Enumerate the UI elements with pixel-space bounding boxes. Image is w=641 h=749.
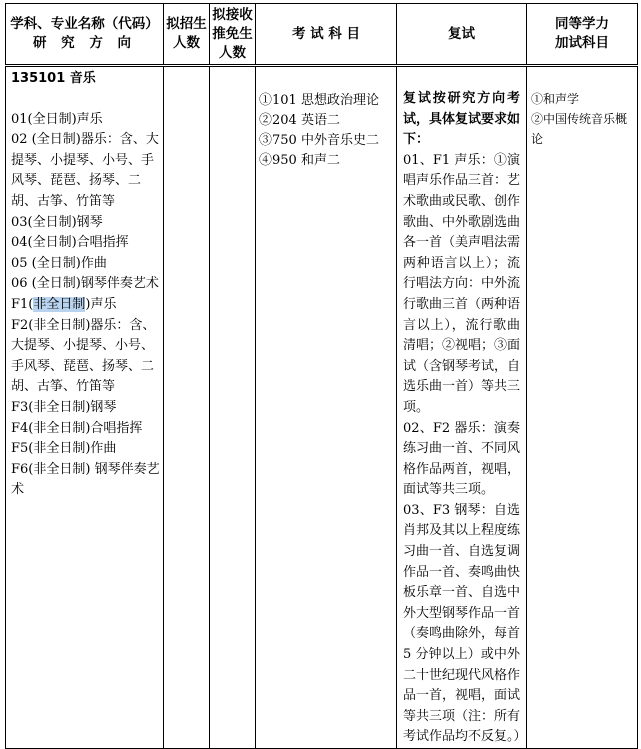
- extra-subjects-cell: [527, 66, 638, 749]
- header-retest: [397, 4, 527, 66]
- direction-f1-suffix: )声乐: [85, 296, 117, 312]
- header-extra: [527, 4, 638, 66]
- direction-06: 06 (全日制)钢琴伴奏艺术: [11, 276, 159, 292]
- subject-3: ③750 中外音乐史二: [259, 133, 379, 148]
- subject-4: ④950 和声二: [259, 153, 340, 168]
- direction-f6: F6(非全日制) 钢琴伴奏艺术: [11, 461, 160, 498]
- header-exempt-line3: 人数: [219, 44, 246, 61]
- direction-05: 05 (全日制)作曲: [11, 255, 107, 271]
- direction-f1: [11, 295, 160, 316]
- direction-f4: F4(非全日制)合唱指挥: [11, 420, 143, 436]
- header-major-line1: 学科、专业名称（代码）: [10, 16, 159, 32]
- admission-catalog-table: [5, 3, 638, 749]
- major-title: 135101 音乐: [11, 71, 96, 86]
- header-row: [6, 4, 638, 66]
- header-major-line2: 研 究 方 向: [32, 35, 137, 51]
- extra-subject-1: ①和声学: [531, 92, 580, 106]
- header-exempt-line2: 推免生: [212, 25, 253, 42]
- direction-03: 03(全日制)钢琴: [11, 214, 103, 230]
- retest-cell: [397, 66, 527, 749]
- spacer: [11, 90, 160, 110]
- direction-f1-prefix: F1(: [11, 296, 34, 312]
- direction-f3: F3(非全日制)钢琴: [11, 399, 117, 415]
- direction-04: 04(全日制)合唱指挥: [11, 235, 129, 251]
- header-retest-label: 复试: [448, 25, 475, 42]
- extra-subject-2: ②中国传统音乐概论: [531, 112, 628, 146]
- header-exempt-line1: 拟接收: [212, 6, 253, 23]
- header-extra-line2: 加试科目: [555, 35, 609, 51]
- major-cell: [6, 66, 164, 749]
- header-extra-line1: 同等学力: [555, 16, 609, 32]
- retest-piano: 03、F3 钢琴：自选肖邦及其以上程度练习曲一首、自选复调作品一首、奏鸣曲快板乐章一首、自选中外大型钢琴作品一首（奏鸣曲除外，每首 5 分钟以上）或中外二十世纪现代风格作品一首，视唱，面试等共三项（注：所有考试作品均不反复。）: [403, 502, 527, 745]
- header-planned-line2: 人数: [173, 35, 200, 51]
- header-planned-line1: 拟招生: [166, 16, 207, 32]
- subject-1: ①101 思想政治理论: [259, 93, 379, 108]
- header-major: [6, 4, 164, 66]
- direction-02: 02 (全日制)器乐：含、大提琴、小提琴、小号、手风琴、琵琶、扬琴、二胡、古筝、竹笛等: [11, 132, 159, 209]
- direction-f5: F5(非全日制)作曲: [11, 441, 117, 457]
- header-exempt: [210, 4, 256, 66]
- direction-01: 01(全日制)声乐: [11, 111, 103, 127]
- subject-2: ②204 英语二: [259, 113, 340, 128]
- selected-text-highlight[interactable]: 非全日制: [33, 296, 86, 312]
- content-row: [6, 66, 638, 749]
- retest-vocal: 01、F1 声乐：①演唱声乐作品三首：艺术歌曲或民歌、创作歌曲、中外歌剧选曲各一首（美声唱法需两种语言以上）；流行唱法方向：中外流行歌曲三首（两种语言以上），流行歌曲清唱；②视唱；③面试（含钢琴考试，自选乐曲一首）等共三项。: [403, 152, 521, 415]
- retest-instrument: 02、F2 器乐：演奏练习曲一首、不同风格作品两首，视唱，面试等共三项。: [403, 420, 521, 498]
- exempt-count-cell: [210, 66, 256, 749]
- header-subjects: [256, 4, 397, 66]
- planned-count-cell: [164, 66, 210, 749]
- retest-intro: 复试按研究方向考试，具体复试要求如下：: [403, 91, 521, 148]
- direction-f2: F2(非全日制)器乐：含、大提琴、小提琴、小号、手风琴、琵琶、扬琴、二胡、古筝、竹笛等: [11, 317, 156, 395]
- header-subjects-label: 考 试 科 目: [291, 25, 361, 42]
- header-planned: [164, 4, 210, 66]
- subjects-cell: [256, 66, 397, 749]
